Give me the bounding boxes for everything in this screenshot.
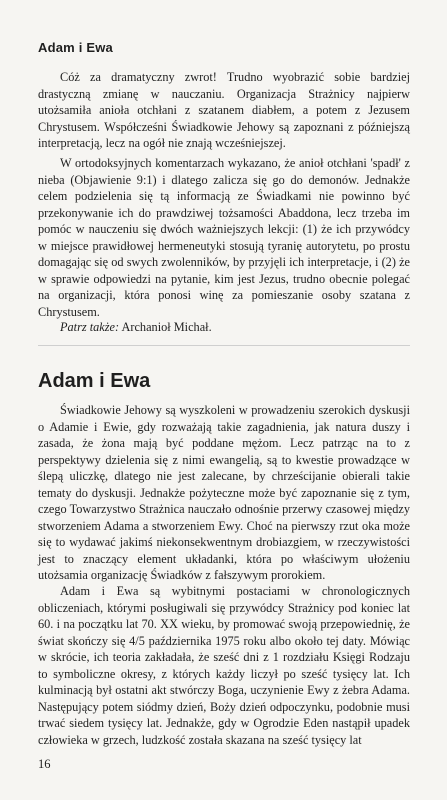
- see-also: [60, 320, 212, 335]
- paragraph: Adam i Ewa są wybitnymi postaciami w chronologicznych obliczeniach, którymi posługiwali się przywódcy Strażnicy pod koniec lat 60. i na początku lat 70. XX wieku, by promować swoją przepowiednię, że świat skończy się 4/5 października 1975 roku albo około tej daty. Mówiąc w skrócie, ich teoria zakładała, że sześć dni z 1 rozdziału Księgi Rodzaju to symboliczne okresy, z których każdy liczył po sześć tysięcy lat. Ich kulminacją był ostatni akt stwórczy Boga, uczynienie Ewy z żebra Adama. Następujący potem siódmy dzień, Boży dzień odpoczynku, podobnie musi trwać siedem tysięcy lat. Jednakże, gdy w Ogrodzie Eden nastąpił upadek człowieka w grzech, ludzkość została skazana na sześć tysięcy lat: [38, 584, 410, 747]
- running-head: Adam i Ewa: [38, 40, 113, 55]
- page-number: 16: [38, 757, 51, 771]
- body-text-top-1: [38, 69, 410, 152]
- paragraph: Cóż za dramatyczny zwrot! Trudno wyobrazić sobie bardziej drastyczną zmianę w nauczaniu. Organizacja Strażnicy najpierw utożsamiła anioła otchłani z szatanem diabłem, a potem z Jezusem Chrystusem. Współcześni Świadkowie Jehowy są zapoznani z późniejszą interpretacją, lecz na ogół nie znają wcześniejszej.: [38, 70, 410, 150]
- see-also-target: Archanioł Michał.: [121, 320, 212, 334]
- section-heading: Adam i Ewa: [38, 370, 151, 392]
- body-text-top-2: [38, 155, 410, 320]
- body-text-section-2: [38, 583, 410, 748]
- paragraph: W ortodoksyjnych komentarzach wykazano, że anioł otchłani 'spadł' z nieba (Objawienie 9:1) i dlatego zalicza się go do demonów. Jednakże celem podzielenia się tą informacją ze Świadkami nie powinno być przekonywanie ich do prawdziwej tożsamości Abaddona, lecz trzeba im pomóc w nauczeniu się dwóch ważniejszych lekcji: (1) że ich przywódcy w miejsce prawidłowej hermeneutyki stosują tyranię autorytetu, po prostu domagając się od swych zwolenników, by przyjęli ich interpretacje, i (2) że w sprawie odpowiedzi na pytanie, kim jest Jezus, trudno obecnie polegać na organizacji, która ponosi winę za pomieszanie osoby szatana z Chrystusem.: [38, 156, 410, 319]
- paragraph: Świadkowie Jehowy są wyszkoleni w prowadzeniu szerokich dyskusji o Adamie i Ewie, gdy rozważają takie zagadnienia, jak natura duszy i zasada, że żona mają być poddane mężom. Lecz patrząc na to z perspektywy dzielenia się z nimi ewangelią, są to kwestie prowadzące w ślepą uliczkę, dlatego nie jest zalecane, by chrześcijanie obierali takie tematy do dyskusji. Jednakże pożyteczne może być zapoznanie się z tym, czego Towarzystwo Strażnica nauczało odnośnie przerwy czasowej między stworzeniem Adama a stworzeniem Ewy. Choć na pierwszy rzut oka może się to wydawać jakimś niekonsekwentnym drobiazgiem, w rzeczywistości jest to znaczący element układanki, która po właściwym ułożeniu utożsamia organizację Świadków z fałszywym prorokiem.: [38, 403, 410, 582]
- section-divider: [38, 345, 410, 346]
- see-also-label: Patrz także:: [60, 320, 120, 334]
- body-text-section-1: [38, 402, 410, 584]
